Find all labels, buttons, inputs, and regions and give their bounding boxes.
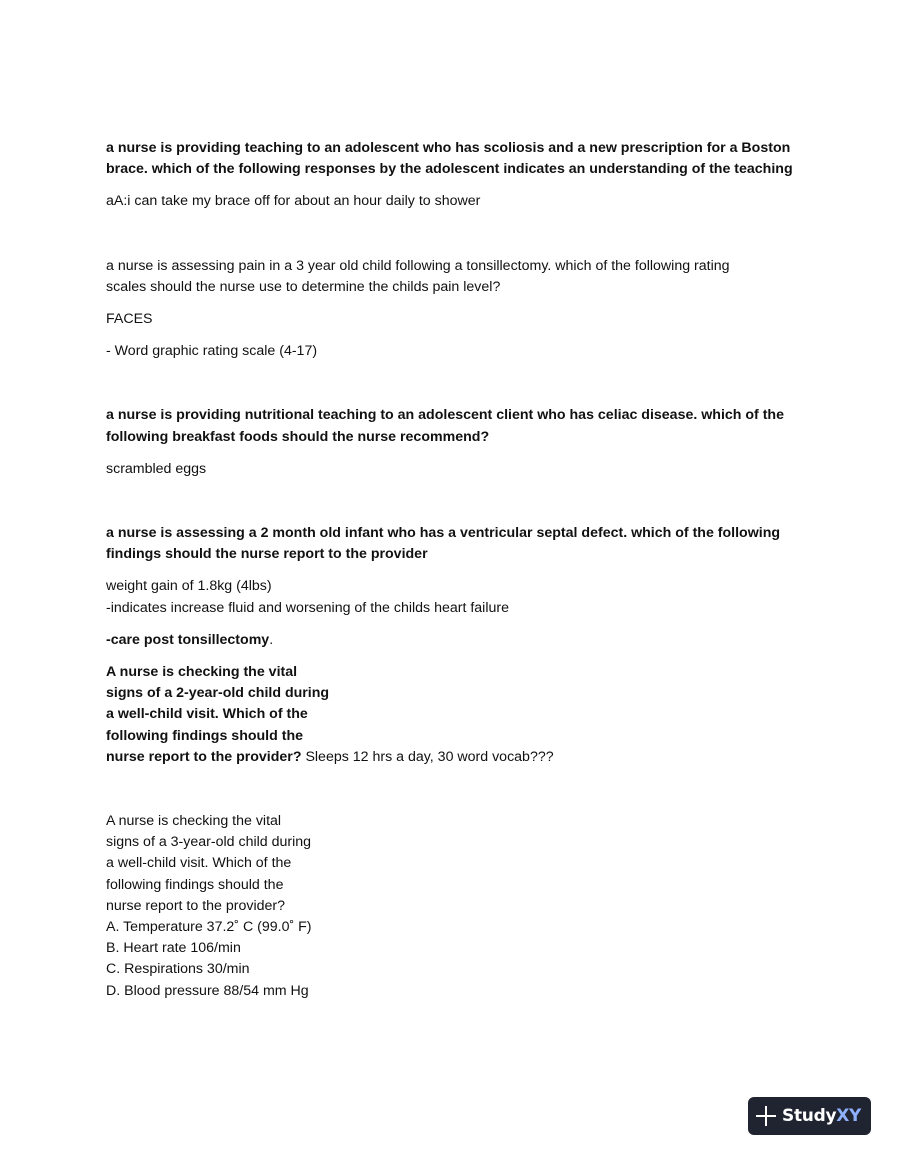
question-line: nurse report to the provider? xyxy=(106,748,302,765)
plus-icon xyxy=(756,1106,776,1126)
question-line: a well-child visit. Which of the xyxy=(106,855,292,872)
question-line: A nurse is checking the vital xyxy=(106,664,298,681)
answer-scoliosis: aA:i can take my brace off for about an hour daily to shower xyxy=(106,193,481,210)
topic-suffix: . xyxy=(269,631,274,648)
note-pain-scale: - Word graphic rating scale (4-17) xyxy=(106,343,318,360)
answer-vsd-line-2: -indicates increase fluid and worsening of the childs heart failure xyxy=(106,599,509,616)
question-pain-scale: a nurse is assessing pain in a 3 year old child following a tonsillectomy. which of the following rating scales should the nurse use to determine the childs pain level? xyxy=(106,257,730,295)
question-line: nurse report to the provider? xyxy=(106,897,286,914)
option-b: B. Heart rate 106/min xyxy=(106,940,241,957)
option-d: D. Blood pressure 88/54 mm Hg xyxy=(106,982,309,999)
question-scoliosis: a nurse is providing teaching to an adolescent who has scoliosis and a new prescription for a Boston brace. which of the following responses by the adolescent indicates an understanding of the teaching xyxy=(106,140,793,178)
answer-vsd xyxy=(106,576,796,618)
document-body xyxy=(106,138,796,1002)
answer-pain-scale: FACES xyxy=(106,311,153,328)
topic-heading xyxy=(106,630,796,651)
answer-celiac: scrambled eggs xyxy=(106,460,207,477)
question-vsd: a nurse is assessing a 2 month old infant who has a ventricular septal defect. which of the following findings should the nurse report to the provider xyxy=(106,525,781,563)
brand-main: Study xyxy=(782,1106,837,1126)
brand-accent: XY xyxy=(836,1106,862,1126)
question-line: following findings should the xyxy=(106,727,304,744)
question-line: A nurse is checking the vital xyxy=(106,813,282,830)
question-line: a well-child visit. Which of the xyxy=(106,706,308,723)
question-3-year-old xyxy=(106,811,796,1002)
option-a: A. Temperature 37.2˚ C (99.0˚ F) xyxy=(106,919,312,936)
question-line: following findings should the xyxy=(106,876,284,893)
question-celiac: a nurse is providing nutritional teaching to an adolescent client who has celiac disease. which of the following breakfast foods should the nurse recommend? xyxy=(106,407,784,445)
studyxy-badge[interactable] xyxy=(748,1097,871,1135)
answer-vsd-line-1: weight gain of 1.8kg (4lbs) xyxy=(106,578,272,595)
answer-2-year-old: Sleeps 12 hrs a day, 30 word vocab??? xyxy=(301,748,554,765)
topic-label: -care post tonsillectomy xyxy=(106,631,270,648)
question-line: signs of a 2-year-old child during xyxy=(106,685,330,702)
question-line: signs of a 3-year-old child during xyxy=(106,834,312,851)
option-c: C. Respirations 30/min xyxy=(106,961,250,978)
question-2-year-old xyxy=(106,662,796,768)
studyxy-logo-text xyxy=(782,1106,861,1126)
